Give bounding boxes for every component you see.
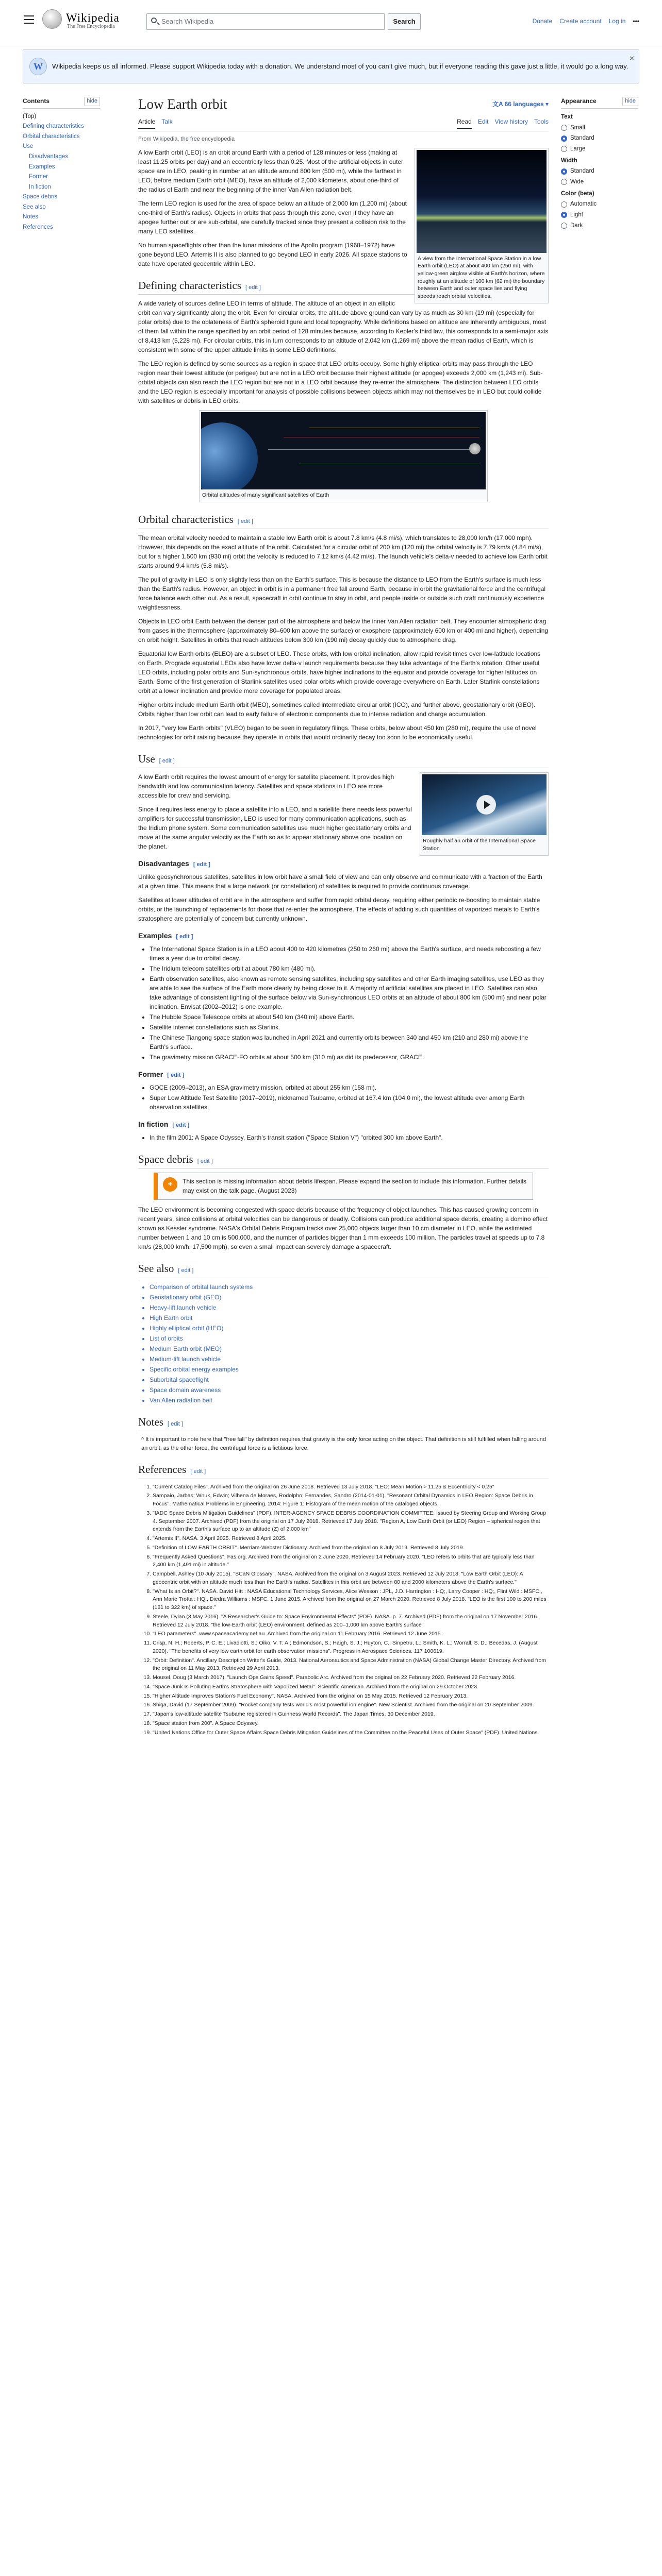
edit-link[interactable]: [ edit ] [237, 518, 253, 525]
figure-iss-view [415, 148, 549, 303]
color-option-label: Light [570, 211, 583, 218]
see-also-link[interactable]: • Van Allen radiation belt [150, 1396, 549, 1405]
reference-item: 18. "Space station from 200". A Space Odyssey. [153, 1720, 549, 1728]
reference-item: 19. "United Nations Office for Outer Space Affairs Space Debris Mitigation Guidelines of the Committee on the Peaceful Uses of Outer Space" (PDF). United Nations. [153, 1729, 549, 1737]
paragraph: Satellites at lower altitudes of orbit are in the atmosphere and suffer from rapid orbital decay, requiring either periodic re-boosting to maintain stable orbits, or the launching of replacements for those that re-enter the atmosphere. The effects of adding such quantities of vaporized metals to Earth's stratosphere are potentially of concern but currently unknown. [138, 896, 540, 923]
section-heading: Orbital characteristics [138, 513, 234, 526]
radio-icon[interactable] [561, 179, 567, 185]
paragraph: Since it requires less energy to place a satellite into a LEO, and a satellite there needs less powerful amplifiers for successful transmission, LEO is used for many communication applications, such as the Iridium phone system. Some communication satellites use much higher geostationary orbits and move at the same angular velocity as the Earth so as to appear stationary above one location on the planet. [138, 806, 412, 851]
article-content [138, 96, 549, 1738]
reference-item: 2. Sampaio, Jarbas; Wnuk, Edwin; Vilhena de Moraes, Rodolpho; Fernandes, Sandro (2014-01-01). "Resonant Orbital Dynamics in LEO Region: Space Debris in Focus". Mathematical Problems in Engineering. 2014: Figure 1: Histogram of the mean motion of the cataloged objects. [153, 1492, 549, 1509]
paragraph: Unlike geosynchronous satellites, satellites in low orbit have a small field of view and can only observe and communicate with a fraction of the Earth at a given time. This means that a large network (or constellation) of satellites is required to provide continuous coverage. [138, 873, 542, 890]
width-option-label: Standard [570, 168, 594, 175]
section-heading: Defining characteristics [138, 279, 241, 292]
reference-item: 16. Shiga, David (17 September 2009). "Rocket company tests world's most powerful ion engine". New Scientist. Archived from the original on 20 September 2009. [153, 1701, 549, 1709]
paragraph: No human spaceflights other than the lunar missions of the Apollo program (1968–1972) have gone beyond LEO. Artemis II is also planned to go beyond LEO in early 2026. All space stations to date have operated geocentric within LEO. [138, 241, 407, 267]
close-icon[interactable]: ✕ [629, 55, 635, 62]
see-also-link[interactable]: • Highly elliptical orbit (HEO) [150, 1324, 549, 1333]
see-also-link[interactable]: • Medium-lift launch vehicle [150, 1354, 549, 1364]
site-name[interactable]: Wikipedia [66, 11, 120, 24]
edit-link[interactable]: [ edit ] [159, 757, 175, 764]
radio-icon[interactable] [561, 146, 567, 152]
text-size-option-label: Small [570, 124, 585, 131]
reference-item: 5. "Definition of LOW EARTH ORBIT". Merriam-Webster Dictionary. Archived from the original on 8 July 2019. Retrieved 8 July 2019. [153, 1544, 549, 1552]
section-heading: Space debris [138, 1153, 193, 1165]
color-option[interactable] [561, 200, 638, 209]
appearance-panel [561, 97, 638, 232]
text-size-option-label: Standard [570, 135, 594, 142]
table-of-contents [23, 97, 100, 232]
from-wikipedia: From Wikipedia, the free encyclopedia [138, 135, 235, 142]
page-tabs [138, 115, 549, 131]
section-disadvantages [138, 858, 549, 869]
list-item: • The gravimetry mission GRACE-FO orbits at about 500 km (310 mi) as did its predecessor, GRACE. [150, 1053, 549, 1062]
list-item: • In the film 2001: A Space Odyssey, Earth's transit station ("Space Station V") "orbited 300 km above Earth". [150, 1133, 549, 1142]
list-item: • Super Low Altitude Test Satellite (2017–2019), nicknamed Tsubame, orbited at 167.4 km (104.0 mi), the lowest altitude ever among Earth observation satellites. [150, 1093, 549, 1112]
tab-edit[interactable]: Edit [477, 118, 489, 126]
see-also-link[interactable]: • Specific orbital energy examples [150, 1365, 549, 1374]
reference-item: 1. "Current Catalog Files". Archived from the original on 26 June 2018. Retrieved 13 July 2018. "LEO: Mean Motion > 11.25 & Eccentricity < 0.25" [153, 1483, 549, 1492]
section-fiction [138, 1119, 549, 1130]
iss-orbit-video[interactable] [422, 774, 547, 835]
paragraph: A low Earth orbit requires the lowest amount of energy for satellite placement. It provides high bandwidth and low communication latency. Satellites and space stations in LEO are more accessible for crew and servicing. [138, 773, 394, 800]
paragraph: The LEO region is defined by some sources as a region in space that LEO orbits occupy. Some highly elliptical orbits may pass through the LEO region near their lowest altitude (or perigee) but are not in a LEO orbit because their highest altitude (or apogee) exceeds 2,000 km (1,243 mi). Sub-orbital objects can also reach the LEO region but are not in a LEO orbit because they re-enter the atmosphere. The distinction between LEO orbits and the LEO region is especially important for analysis of possible collisions between objects which may not themselves be in LEO but could collide with satellites or debris in LEO orbits. [138, 360, 543, 405]
toc-item[interactable]: Disadvantages [29, 154, 69, 160]
section-heading: References [138, 1463, 187, 1476]
tab-talk[interactable]: Talk [161, 118, 173, 126]
color-option-label: Automatic [570, 201, 597, 208]
paragraph: The pull of gravity in LEO is only slightly less than on the Earth's surface. This is because the distance to LEO from the Earth's surface is much less than the Earth's radius. However, an object in orbit is in a permanent free fall around Earth, because in orbit the gravitational force and the centrifugal force balance each other out. As a result, spacecraft in orbit continue to stay in orbit, and people inside or outside such craft continuously experience weightlessness. [138, 575, 546, 611]
banner-text: Wikipedia keeps us all informed. Please support Wikipedia today with a donation. We understand most of you can’t give much, but if everyone reading this gave just a little, it would go a long way. [52, 62, 628, 71]
see-also-link[interactable]: • Heavy-lift launch vehicle [150, 1303, 549, 1312]
edit-link[interactable]: [ edit ] [193, 861, 210, 868]
section-heading: Use [138, 752, 155, 765]
see-also-link[interactable]: • Suborbital spaceflight [150, 1375, 549, 1384]
iss-earth-image[interactable] [417, 150, 547, 253]
toc-hide-button[interactable]: hide [84, 97, 100, 106]
paragraph: Higher orbits include medium Earth orbit (MEO), sometimes called intermediate circular orbit (ICO), and further above, geostationary orbit (GEO). Orbits higher than low orbit can lead to early failure of electronic components due to intense radiation and charge accumulation. [138, 701, 536, 718]
see-also-link[interactable]: • Space domain awareness [150, 1385, 549, 1395]
list-item: • The Iridium telecom satellites orbit at about 780 km (480 mi). [150, 964, 549, 973]
header [0, 0, 662, 46]
play-icon[interactable] [476, 795, 496, 815]
section-heading: Examples [138, 931, 172, 940]
radio-icon[interactable] [561, 201, 567, 208]
edit-link[interactable]: [ edit ] [168, 1420, 183, 1427]
main-menu-button[interactable] [24, 15, 34, 24]
list-item: • Earth observation satellites, also known as remote sensing satellites, including spy satellites and other Earth imaging satellites, use LEO as they are able to see the surface of the Earth more clearly by being closer to it. A majority of artificial satellites are placed in LEO. Satellites can also take advantage of consistent lighting of the surface below via Sun-synchronous LEO orbits at an altitude of about 800 km (500 mi) and near polar inclination. Envisat (2002–2012) is one example. [150, 974, 549, 1011]
reference-item: 3. "IADC Space Debris Mitigation Guidelines" (PDF). INTER-AGENCY SPACE DEBRIS COORDINATION COMMITTEE: Issued by Steering Group and Working Group 4. September 2007. Archived (PDF) from the original on 17 July 2018. Retrieved 17 July 2018. "Region A, Low Earth Orbit (or LEO) Region – spherical region that extends from the Earth's surface up to an altitude (Z) of 2,000 km" [153, 1510, 549, 1534]
section-see-also [138, 1261, 549, 1278]
list-item: • GOCE (2009–2013), an ESA gravimetry mission, orbited at about 255 km (158 mi). [150, 1083, 549, 1092]
paragraph: Objects in LEO orbit Earth between the denser part of the atmosphere and below the inner Van Allen radiation belt. They encounter atmospheric drag from gases in the thermosphere (approximately 80–600 km above the surface) or exosphere (approximately 600 km or 400 mi and higher), depending on orbit height. Satellites in orbits that reach altitudes below 300 km (190 mi) decay quickly due to atmospheric drag. [138, 617, 549, 643]
reference-item: 13. Mousel, Doug (3 March 2017). "Launch Ops Gains Speed". Parabolic Arc. Archived from the original on 22 February 2020. Retrieved 22 February 2016. [153, 1674, 549, 1682]
radio-icon[interactable] [561, 125, 567, 131]
page-title: Low Earth orbit [138, 96, 227, 112]
language-icon: 文A [492, 100, 505, 108]
search-button[interactable]: Search [388, 13, 421, 30]
figure-caption: Orbital altitudes of many significant satellites of Earth [202, 492, 329, 499]
appearance-title: Appearance [561, 97, 597, 105]
language-selector[interactable] [492, 100, 549, 109]
reference-item: 15. "Higher Altitude Improves Station's Fuel Economy". NASA. Archived from the original on 15 May 2015. Retrieved 12 February 2013. [153, 1692, 549, 1701]
figure-caption: A view from the International Space Station in a low Earth orbit (LEO) at about 400 km (250 mi), with yellow-green airglow visible at Earth's horizon, where roughly at an altitude of 100 km (62 mi) the boundary between Earth and outer space lies and flying speeds reach orbital velocities. [418, 255, 545, 300]
tab-tools[interactable]: Tools [534, 118, 549, 126]
text-size-option[interactable] [561, 134, 638, 143]
paragraph: A wide variety of sources define LEO in terms of altitude. The altitude of an object in an elliptic orbit can vary significantly along the orbit. Even for circular orbits, the altitude above ground can vary by as much as 30 km (19 mi) (especially for polar orbits) due to the oblateness of Earth's spheroid figure and local topography. While definitions based on altitude are inherently ambiguous, most of them fall within the range specified by an orbit period of 128 minutes because, according to Kepler's third law, this corresponds to a semi-major axis of 8,413 km (5,228 mi). For circular orbits, this in turn corresponds to an altitude of 2,042 km (1,269 mi) above the mean radius of Earth, which is consistent with some of the upper altitude limits in some LEO definitions. [138, 300, 549, 354]
list-item: • The Chinese Tiangong space station was launched in April 2021 and currently orbits between 340 and 450 km (210 and 280 mi) above the Earth's surface. [150, 1033, 549, 1052]
figure-orbital-altitudes [199, 410, 488, 502]
section-examples [138, 930, 549, 941]
section-space-debris [138, 1151, 549, 1168]
notice-text: This section is missing information about debris lifespan. Please expand the section to include this information. Further details may exist on the talk page. (August 2023) [183, 1178, 527, 1194]
donate-link[interactable]: Donate [532, 18, 553, 25]
color-label: Color (beta) [561, 190, 594, 197]
toc-title: Contents [23, 97, 49, 105]
reference-item: 14. "Space Junk Is Polluting Earth's Stratosphere with Vaporized Metal". Scientific American. Archived from the original on 29 October 2023. [153, 1683, 549, 1691]
section-heading: Disadvantages [138, 859, 189, 868]
reference-item: 8. "What Is an Orbit?". NASA. David Hitt : NASA Educational Technology Services, Alice Wesson : JPL, J.D. Harrington : HQ;, Larry Cooper : HQ;, Flint Wild : MSFC;, Ann Marie Trotta : HQ;, Diedra Williams : MSFC. 1 June 2015. Archived from the original on 27 March 2020. Retrieved 8 July 2018. "LEO is the first 100 to 200 miles (161 to 322 km) of space." [153, 1588, 549, 1612]
languages-label: 66 languages [504, 100, 544, 108]
paragraph: In 2017, "very low Earth orbits" (VLEO) began to be seen in regulatory filings. These orbits, below about 450 km (280 mi), require the use of novel technologies for orbit raising because they operate in orbits that would ordinarily decay too soon to be economically useful. [138, 724, 537, 741]
paragraph: The LEO environment is becoming congested with space debris because of the frequency of object launches. This has caused growing concern in recent years, since collisions at orbital velocities can be dangerous or deadly. Collisions can produce additional space debris, creating a domino effect known as Kessler syndrome. NASA's Orbital Debris Program tracks over 25,000 objects larger than 10 cm diameter in LEO, while the estimated number between 1 and 10 cm is 500,000, and the number of particles bigger than 1 mm exceeds 100 million. The particles travel at speeds up to 7.8 km/s (28,000 km/h; 17,500 mph), so even a small impact can severely damage a spacecraft. [138, 1206, 548, 1251]
personal-tools [533, 17, 639, 26]
reference-item: 10. "LEO parameters". www.spaceacademy.net.au. Archived from the original on 11 February 2016. Retrieved 12 June 2015. [153, 1630, 549, 1638]
width-option[interactable] [561, 178, 638, 187]
toc-item[interactable]: In fiction [29, 183, 51, 190]
edit-link[interactable]: [ edit ] [178, 1267, 194, 1274]
edit-link[interactable]: [ edit ] [167, 1072, 185, 1079]
section-references [138, 1462, 549, 1479]
see-also-link[interactable]: • Medium Earth orbit (MEO) [150, 1344, 549, 1353]
edit-link[interactable]: [ edit ] [245, 284, 261, 291]
reference-item: 7. Campbell, Ashley (10 July 2015). "SCaN Glossary". NASA. Archived from the original on 3 August 2023. Retrieved 12 July 2018. "Low Earth Orbit (LEO): A geocentric orbit with an altitude much less than the Earth's radius. Satellites in this orbit are between 80 and 2000 kilometers above the Earth's surface." [153, 1570, 549, 1587]
edit-link[interactable]: [ edit ] [176, 934, 193, 940]
toc-item[interactable]: Former [29, 174, 48, 180]
moon-icon [469, 443, 481, 454]
search-input[interactable]: Search Wikipedia [146, 13, 385, 30]
section-notes [138, 1414, 549, 1431]
section-heading: In fiction [138, 1120, 169, 1129]
reference-item: 12. "Orbit: Definition". Ancillary Description Writer's Guide, 2013. National Aeronautics and Space Administration (NASA) Global Change Master Directory. Archived from the original on 11 May 2013. Retrieved 29 April 2013. [153, 1657, 549, 1673]
create-account-link[interactable]: Create account [559, 18, 602, 25]
toc-item[interactable]: Orbital characteristics [23, 133, 80, 140]
reference-item: 11. Crisp, N. H.; Roberts, P. C. E.; Livadiotti, S.; Oiko, V. T. A.; Edmondson, S.; Haigh, S. J.; Huyton, C.; Sinpetru, L.; Smith, K. L.; Worrall, S. D.; Becedas, J. (August 2020). "The benefits of very low earth orbit for earth observation missions". Progress in Aerospace Sciences. 117 100619. [153, 1639, 549, 1656]
text-size-option[interactable] [561, 124, 638, 132]
see-also-link[interactable]: • Geostationary orbit (GEO) [150, 1293, 549, 1302]
edit-link[interactable]: [ edit ] [197, 1158, 213, 1164]
radio-icon[interactable] [561, 223, 567, 229]
note-item: ^ It is important to note here that "free fall" by definition requires that gravity is the only force acting on the object. That definition is still fulfilled when falling around an orbit, as the other force, the centrifugal force is a fictitious force. [141, 1436, 547, 1451]
edit-link[interactable]: [ edit ] [190, 1468, 206, 1475]
tab-view-history[interactable]: View history [494, 118, 528, 126]
reference-item: 6. "Frequently Asked Questions". Fas.org. Archived from the original on 2 June 2020. Retrieved 14 February 2020. "LEO refers to orbits that are typically less than 2,400 km (1,491 mi) in altitude." [153, 1553, 549, 1570]
see-also-link[interactable]: • List of orbits [150, 1334, 549, 1343]
chevron-down-icon: ▾ [543, 100, 549, 108]
width-label: Width [561, 157, 577, 164]
radio-icon[interactable] [561, 168, 567, 175]
tab-read[interactable]: Read [457, 117, 472, 128]
section-heading: Notes [138, 1415, 163, 1428]
color-option[interactable] [561, 222, 638, 230]
text-size-option[interactable] [561, 145, 638, 154]
search-icon [151, 18, 157, 23]
paragraph: A low Earth orbit (LEO) is an orbit around Earth with a period of 128 minutes or less (making at least 11.25 orbits per day) and an eccentricity less than 0.25. Most of the artificial objects in outer space are in LEO, peaking in number at an altitude around 800 km (500 mi), while the farthest in LEO, before medium Earth orbit (MEO), have an altitude of 2,000 kilometers, about one-third of the radius of Earth and near the beginning of the inner Van Allen radiation belt. [138, 148, 404, 193]
paragraph: Equatorial low Earth orbits (ELEO) are a subset of LEO. These orbits, with low orbital inclination, allow rapid revisit times over low-latitude locations on Earth. Prograde equatorial LEOs also have lower delta-v launch requirements because they take advantage of the Earth's rotation. Other useful LEO orbits, including polar orbits and Sun-synchronous orbits, have higher inclinations to the equator and provide coverage for higher latitudes on Earth. Some of the first generation of Starlink satellites used polar orbits which provide coverage everywhere on Earth. Later Starlink constellations orbit at a lower inclination and provide more coverage for populated areas. [138, 650, 541, 694]
see-also-link[interactable]: • Comparison of orbital launch systems [150, 1282, 549, 1292]
toc-item[interactable]: Defining characteristics [23, 123, 84, 130]
see-also-link[interactable]: • High Earth orbit [150, 1313, 549, 1323]
edit-link[interactable]: [ edit ] [172, 1122, 190, 1129]
section-former [138, 1069, 549, 1080]
text-size-label: Text [561, 113, 573, 120]
width-option[interactable] [561, 167, 638, 176]
section-heading: See also [138, 1262, 174, 1275]
earth-icon [201, 422, 258, 489]
list-item: • The International Space Station is in a LEO about 400 to 420 kilometres (250 to 260 mi) above the Earth's surface, and needs reboosting a few times a year due to orbital decay. [150, 944, 549, 963]
radio-icon[interactable] [561, 135, 567, 142]
orbital-altitudes-diagram[interactable] [201, 412, 486, 489]
list-item: • The Hubble Space Telescope orbits at about 540 km (340 mi) above Earth. [150, 1012, 549, 1022]
toc-item[interactable]: Examples [29, 163, 55, 170]
section-heading: Former [138, 1070, 163, 1079]
donation-banner [23, 49, 639, 83]
color-option[interactable] [561, 211, 638, 219]
appearance-hide-button[interactable]: hide [622, 97, 638, 106]
width-option-label: Wide [570, 178, 584, 185]
reference-item: 4. "Artemis II". NASA. 3 April 2025. Retrieved 8 April 2025. [153, 1535, 549, 1543]
site-tagline: The Free Encyclopedia [67, 24, 115, 29]
wikipedia-puzzle-icon: W [29, 58, 47, 75]
toc-item[interactable]: See also [23, 204, 46, 210]
login-link[interactable]: Log in [608, 18, 626, 25]
reference-item: 9. Steele, Dylan (3 May 2016). "A Researcher's Guide to: Space Environmental Effects" (PDF). NASA. p. 7. Archived (PDF) from the original on 17 November 2016. Retrieved 12 July 2018. "the low-Earth orbit (LEO) environment, defined as 200–1,000 km above Earth's surface" [153, 1613, 549, 1630]
text-size-option-label: Large [570, 145, 586, 152]
toc-item[interactable]: Notes [23, 214, 39, 221]
paragraph: The term LEO region is used for the area of space below an altitude of 2,000 km (1,200 mi) (about one-third of Earth's radius). Objects in orbits that pass through this zone, even if they have an apogee further out or are sub-orbital, are carefully tracked since they present a collision risk to the many LEO satellites. [138, 199, 407, 235]
paragraph: The mean orbital velocity needed to maintain a stable low Earth orbit is about 7.8 km/s (4.8 mi/s), which translates to 28,000 km/h (17,000 mph). However, this depends on the exact altitude of the orbit. Calculated for a circular orbit of 200 km (120 mi) the orbital velocity is 7.79 km/s (4.84 mi/s), but for a higher 1,500 km (930 mi) orbit the velocity is reduced to 7.12 km/s (4.42 mi/s). The launch vehicle's delta-v needed to achieve low Earth orbit starts around 9.4 km/s (5.8 mi/s). [138, 534, 548, 569]
more-options-icon[interactable]: ••• [633, 18, 639, 25]
color-option-label: Dark [570, 222, 583, 229]
list-item: • Satellite internet constellations such as Starlink. [150, 1023, 549, 1032]
radio-icon[interactable] [561, 212, 567, 218]
reference-item: 17. "Japan's low-altitude satellite Tsubame registered in Guinness World Records". The Japan Times. 30 December 2019. [153, 1710, 549, 1719]
toc-item[interactable]: References [23, 224, 53, 230]
figure-iss-video [420, 772, 549, 855]
toc-item[interactable]: Space debris [23, 194, 58, 200]
expand-icon: + [163, 1177, 177, 1192]
section-orbital [138, 512, 549, 529]
figure-caption: Roughly half an orbit of the International Space Station [423, 838, 536, 852]
wikipedia-globe-logo[interactable] [42, 9, 62, 29]
tab-article[interactable]: Article [138, 117, 155, 128]
missing-information-notice [154, 1173, 533, 1200]
toc-item[interactable]: Use [23, 143, 34, 150]
toc-item[interactable]: (Top) [23, 113, 37, 120]
section-use [138, 751, 549, 768]
